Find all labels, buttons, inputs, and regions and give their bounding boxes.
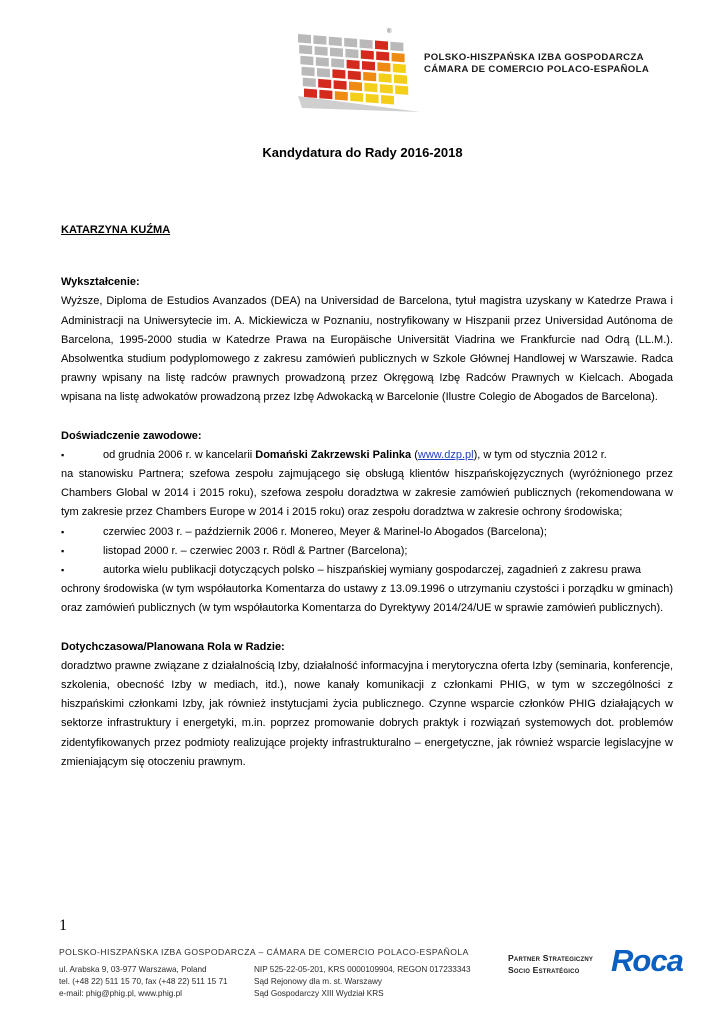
logo-tile bbox=[302, 67, 315, 77]
footer-court: Sąd Rejonowy dla m. st. Warszawy bbox=[254, 976, 383, 986]
bullet-icon: ▪ bbox=[61, 545, 65, 556]
roca-logo bbox=[611, 943, 683, 979]
logo-tile bbox=[319, 90, 332, 100]
logo-tile bbox=[331, 58, 344, 68]
bullet-icon: ▪ bbox=[61, 449, 65, 460]
logo-tile bbox=[380, 84, 393, 94]
footer-org-name: POLSKO-HISZPAŃSKA IZBA GOSPODARCZA – CÁMARA DE COMERCIO POLACO-ESPAÑOLA bbox=[59, 947, 469, 957]
logo-tile bbox=[379, 73, 392, 83]
footer-email: e-mail: phig@phig.pl, www.phig.pl bbox=[59, 988, 182, 998]
logo-tile bbox=[299, 45, 312, 55]
strategic-partner-label: Partner Strategiczny Socio Estratégico bbox=[508, 953, 594, 975]
logo-tile bbox=[375, 41, 388, 51]
education-text: Wyższe, Diploma de Estudios Avanzados (DEA) na Universidad de Barcelona, tytuł magistra uzyskany w Katedrze Prawa i Administracji na Uniwersytecie im. A. Mickiewicza w Poznaniu, nostryfikowany w Hiszpanii przez Universidad Autónoma de Barcelona, 1995-2000 studia w Katedrze Prawa na Europäische Universität Viadrina we Frankfurcie nad Odrą (LL.M.). Absolwentka studium podyplomowego z zakresu zamówień publicznych w Szkole Głównej Handlowej w Warszawie. Radca prawny wpisany na listę radców prawnych prowadzoną przez Okręgową Izbę Radców Prawnych w Kielcach. Abogada wpisana na listę adwokatów prowadzoną przez Izbę Adwokacką w Barcelonie (Ilustre Colegio de Abogados de Barcelona). bbox=[61, 295, 673, 404]
firm-website-link[interactable]: www.dzp.pl bbox=[417, 448, 474, 461]
logo-tile bbox=[315, 46, 328, 56]
logo-tile bbox=[345, 49, 358, 59]
experience-item-continuation: ochrony środowiska (w tym współautorka Komentarza do ustawy z 13.09.1996 o utrzymaniu czystości i porządku w gminach) oraz zamówień publicznych (w tym współautorka Komentarza do Dyrektywy 2014/24/UE w sprawie zamówień publicznych). bbox=[61, 583, 673, 615]
bullet-icon: ▪ bbox=[61, 565, 65, 576]
document-title: Kandydatura do Rady 2016-2018 bbox=[262, 145, 463, 160]
logo-tile bbox=[318, 79, 331, 89]
logo-tile bbox=[348, 71, 361, 81]
logo-tile bbox=[300, 56, 313, 66]
logo-tile bbox=[329, 37, 342, 47]
chamber-name-polish: POLSKO-HISZPAŃSKA IZBA GOSPODARCZA bbox=[424, 52, 644, 63]
role-heading: Dotychczasowa/Planowana Rola w Radzie: bbox=[61, 640, 285, 653]
education-heading: Wykształcenie: bbox=[61, 276, 140, 289]
logo-tile bbox=[366, 94, 379, 104]
experience-item-text: od grudnia 2006 r. w kancelarii bbox=[103, 448, 256, 461]
logo-tile bbox=[313, 35, 326, 45]
experience-item bbox=[61, 523, 673, 542]
footer-registry bbox=[254, 964, 471, 999]
logo-tile bbox=[395, 85, 408, 95]
logo-tile bbox=[347, 60, 360, 69]
logo-tile bbox=[330, 48, 343, 58]
logo-tile bbox=[381, 95, 394, 105]
candidate-name: KATARZYNA KUŹMA bbox=[61, 224, 171, 236]
chamber-logo-graphic bbox=[292, 28, 422, 112]
registered-mark: ® bbox=[387, 29, 392, 35]
logo-tile bbox=[390, 42, 403, 52]
logo-tile bbox=[316, 57, 329, 67]
logo-tile bbox=[303, 78, 316, 88]
logo-tile bbox=[364, 83, 377, 93]
experience-item-text: czerwiec 2003 r. – październik 2006 r. Monereo, Meyer & Marinel-lo Abogados (Barcelona); bbox=[103, 525, 547, 538]
logo-tile bbox=[361, 50, 374, 60]
document-body bbox=[61, 221, 673, 772]
footer-registry-ids: NIP 525-22-05-201, KRS 0000109904, REGON 017233343 bbox=[254, 965, 471, 974]
logo-tile bbox=[332, 69, 345, 79]
logo-tile bbox=[344, 38, 357, 48]
experience-item-text: autorka wielu publikacji dotyczących polsko – hiszpańskiej wymiany gospodarczej, zagadnień z zakresu prawa bbox=[103, 564, 642, 577]
logo-tile bbox=[363, 72, 376, 82]
experience-item bbox=[61, 542, 673, 561]
logo-tile bbox=[335, 91, 348, 101]
logo-tile bbox=[298, 34, 311, 44]
law-firm-name: Domański Zakrzewski Palinka bbox=[255, 448, 412, 461]
footer-contact bbox=[59, 964, 228, 999]
logo-tile bbox=[377, 62, 390, 72]
logo-tile bbox=[360, 39, 373, 49]
logo-tile bbox=[334, 80, 347, 90]
role-text: doradztwo prawne związane z działalnością Izby, działalność informacyjna i merytoryczna oferta Izby (seminaria, konferencje, szkolenia, obecność Izby w mediach, itd.), nowe kanały komunikacji z członkami PHIG, w tym w szczególności z hiszpańskimi członkami Izby, jak również instytucjami życia publicznego. Czynne wsparcie członków PHIG działających w sektorze infrastruktury i energetyki, m.in. poprzez promowanie dobrych praktyk i rozwiązań systemowych dot. problemów zidentyfikowanych przez podmioty realizujące projekty infrastrukturalno – energetyczne, jak również wsparcie legislacyjne w zmieniającym się otoczeniu prawnym. bbox=[61, 659, 673, 768]
logo-tile bbox=[349, 82, 362, 92]
experience-item-text: listopad 2000 r. – czerwiec 2003 r. Rödl & Partner (Barcelona); bbox=[103, 544, 408, 557]
footer-phone: tel. (+48 22) 511 15 70, fax (+48 22) 511 15 71 bbox=[59, 976, 228, 986]
logo-tile bbox=[362, 61, 375, 71]
footer-address: ul. Arabska 9, 03-977 Warszawa, Poland bbox=[59, 965, 207, 974]
experience-item: ▪ od grudnia 2006 r. w kancelarii Domański Zakrzewski Palinka (www.dzp.pl), w tym od stycznia 2012 r. bbox=[61, 446, 673, 465]
logo-tile bbox=[393, 64, 406, 74]
chamber-name bbox=[424, 52, 649, 76]
page-number: 1 bbox=[59, 917, 67, 934]
experience-heading: Doświadczenie zawodowe: bbox=[61, 429, 202, 442]
logo-tile bbox=[376, 51, 389, 61]
logo-tile bbox=[304, 89, 317, 99]
logo-tile bbox=[350, 92, 363, 102]
logo-tile bbox=[394, 75, 407, 85]
experience-item bbox=[61, 561, 673, 580]
logo-tile bbox=[392, 53, 405, 63]
logo-tile bbox=[317, 68, 330, 78]
experience-item-continuation: na stanowisku Partnera; szefowa zespołu zajmującego się obsługą klientów hiszpańskojęzycznych (wyróżnionego przez Chambers Global w 2014 i 2015 roku), szefowa zespołu doradztwa w zakresie zamówień publicznych (rekomendowana w tym zakresie przez Chambers Europe w 2014 i 2015 roku) oraz zespołu doradztwa w zakresie ochrony środowiska; bbox=[61, 468, 673, 519]
chamber-name-spanish: CÁMARA DE COMERCIO POLACO-ESPAÑOLA bbox=[424, 64, 650, 75]
bullet-icon: ▪ bbox=[61, 526, 65, 537]
footer-court-dept: Sąd Gospodarczy XIII Wydział KRS bbox=[254, 988, 384, 998]
roca-logo-text: Roca bbox=[611, 943, 683, 978]
